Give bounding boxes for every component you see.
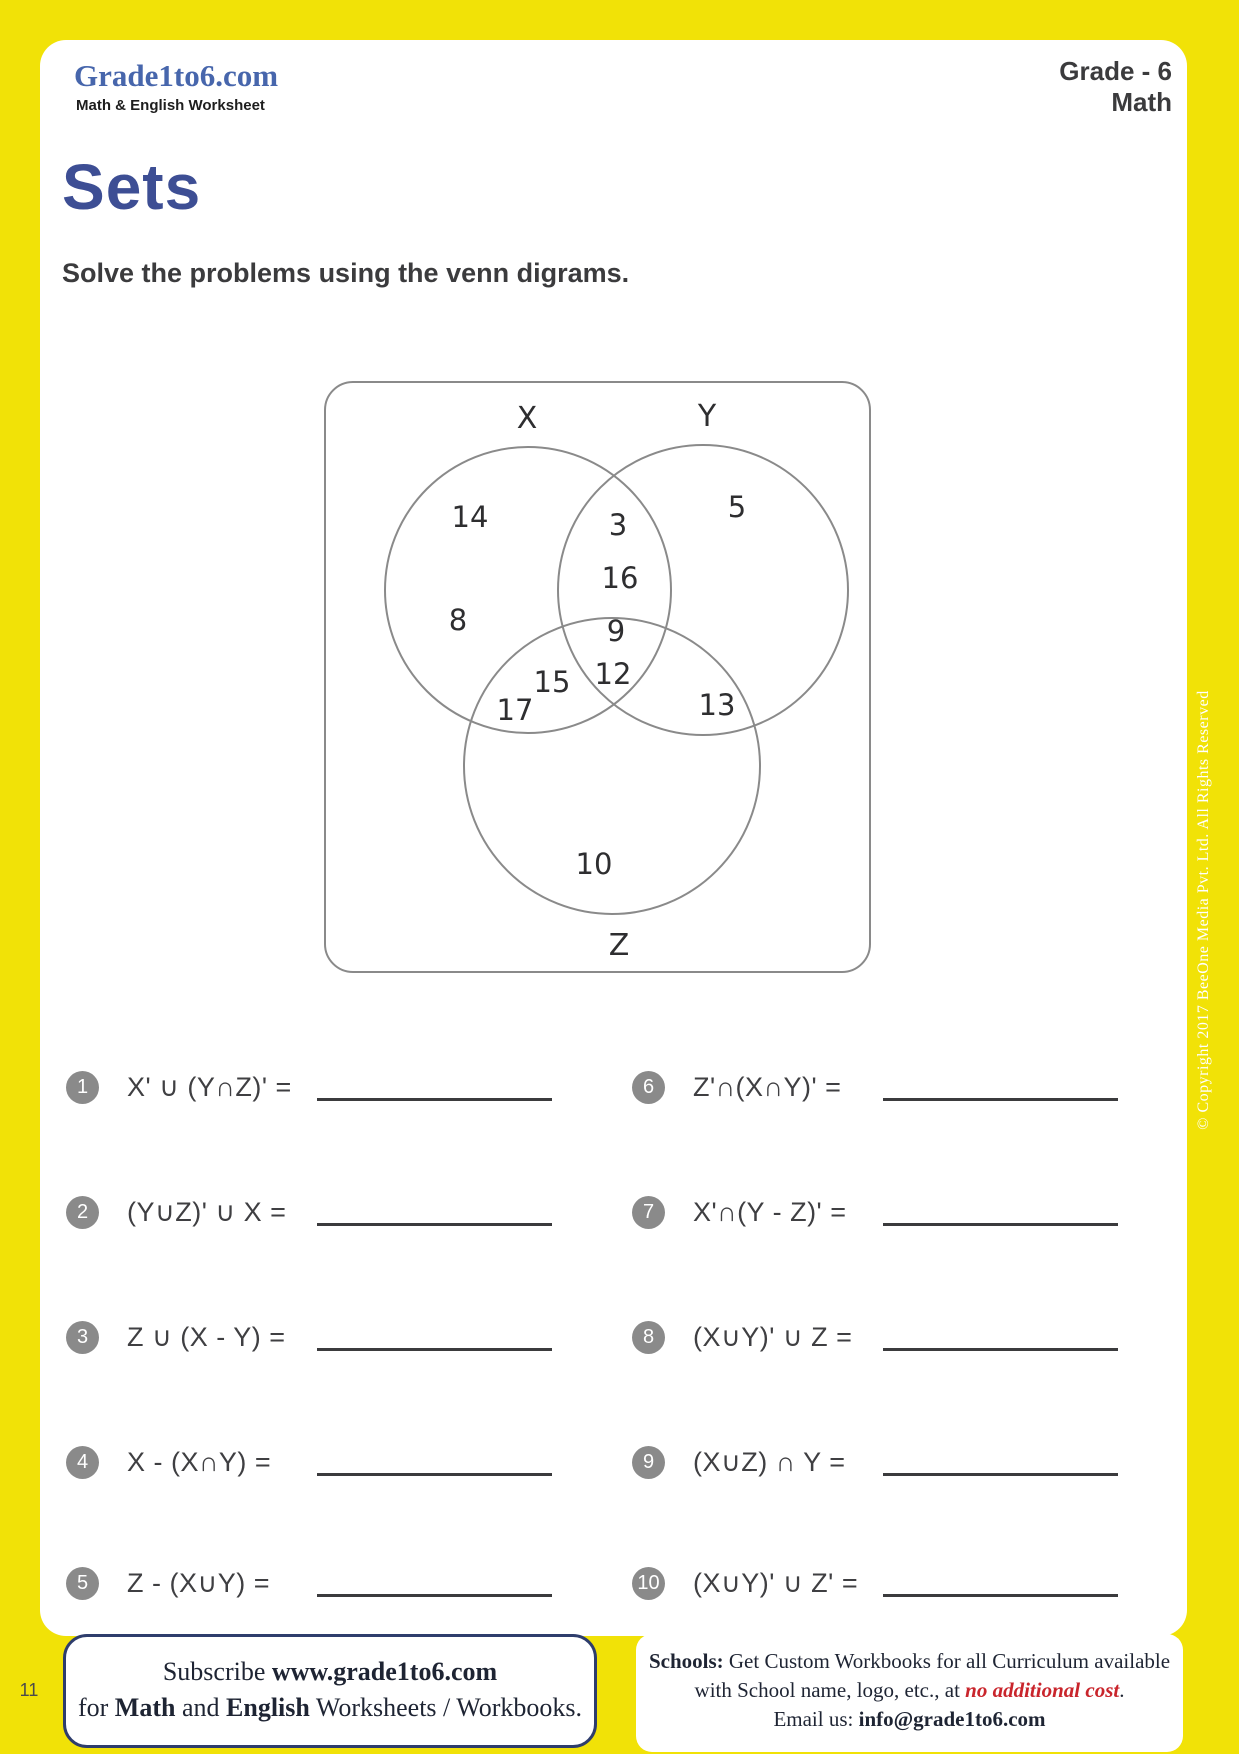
problem-row-10: [628, 1561, 1128, 1605]
problem-number-badge: 2: [66, 1196, 99, 1229]
subscribe-for: for: [77, 1693, 115, 1722]
venn-value-z-only: 10: [575, 847, 613, 881]
problem-row-5: [62, 1561, 562, 1605]
subscribe-line-2: [66, 1690, 594, 1726]
page-number: 11: [19, 1680, 39, 1700]
problem-row-4: [62, 1440, 562, 1484]
problem-number-badge: 10: [632, 1567, 665, 1600]
problem-number-badge: 3: [66, 1321, 99, 1354]
grade-label: Grade - 6: [1059, 56, 1172, 86]
problem-expression: (X∪Y)' ∪ Z' =: [693, 1567, 859, 1598]
problem-expression: X' ∪ (Y∩Z)' =: [127, 1071, 292, 1102]
answer-blank-line: [883, 1223, 1118, 1226]
problem-row-3: [62, 1315, 562, 1359]
answer-blank-line: [883, 1348, 1118, 1351]
subscribe-math: Math: [114, 1693, 176, 1722]
schools-line-3: [636, 1705, 1183, 1734]
email-label: Email us:: [773, 1707, 859, 1731]
problem-expression: (X∪Z) ∩ Y =: [693, 1446, 846, 1477]
problem-row-2: [62, 1190, 562, 1234]
schools-label: Schools:: [648, 1649, 724, 1673]
venn-value-xz-2: 17: [496, 693, 534, 727]
venn-value-yz-1: 13: [698, 688, 736, 722]
problem-number-badge: 9: [632, 1446, 665, 1479]
answer-blank-line: [317, 1473, 552, 1476]
schools-line-2: [636, 1676, 1183, 1705]
venn-set-label-x: X: [516, 401, 538, 436]
venn-value-xyz-2: 12: [594, 657, 632, 691]
schools-period: .: [1119, 1678, 1125, 1702]
site-tagline: Math & English Worksheet: [76, 97, 265, 114]
problem-number-badge: 7: [632, 1196, 665, 1229]
venn-diagram: [300, 365, 900, 985]
subscribe-english: English: [226, 1693, 310, 1722]
subscribe-line-1: [66, 1654, 594, 1690]
subscribe-box: [63, 1634, 597, 1748]
answer-blank-line: [317, 1348, 552, 1351]
problem-expression: Z'∩(X∩Y)' =: [693, 1071, 842, 1102]
problem-expression: (X∪Y)' ∪ Z =: [693, 1321, 853, 1352]
problem-expression: (Y∪Z)' ∪ X =: [127, 1196, 287, 1227]
venn-value-xyz-1: 9: [606, 614, 626, 648]
answer-blank-line: [317, 1594, 552, 1597]
schools-text-2: with School name, logo, etc., at: [694, 1678, 966, 1702]
schools-box: [636, 1634, 1183, 1752]
problem-number-badge: 8: [632, 1321, 665, 1354]
schools-line-1: [636, 1647, 1183, 1676]
venn-set-label-y: Y: [697, 399, 717, 434]
problem-number-badge: 6: [632, 1071, 665, 1104]
venn-value-x-only-2: 8: [448, 603, 468, 637]
copyright-vertical-text: © Copyright 2017 BeeOne Media Pvt. Ltd. All Rights Reserved: [1195, 690, 1212, 1130]
subscribe-url: www.grade1to6.com: [271, 1657, 498, 1686]
answer-blank-line: [317, 1098, 552, 1101]
problem-expression: Z ∪ (X - Y) =: [127, 1321, 286, 1352]
venn-value-x-only-1: 14: [451, 500, 489, 534]
answer-blank-line: [883, 1594, 1118, 1597]
venn-value-xy-1: 3: [608, 508, 628, 542]
no-additional-cost-text: no additional cost: [965, 1678, 1120, 1702]
problem-row-1: [62, 1065, 562, 1109]
subscribe-text: Subscribe: [162, 1657, 272, 1686]
problem-row-7: [628, 1190, 1128, 1234]
answer-blank-line: [317, 1223, 552, 1226]
problem-number-badge: 1: [66, 1071, 99, 1104]
subscribe-worksheets: Worksheets / Workbooks.: [309, 1693, 583, 1722]
email-address: info@grade1to6.com: [858, 1707, 1046, 1731]
problem-expression: X - (X∩Y) =: [127, 1446, 272, 1477]
problem-number-badge: 4: [66, 1446, 99, 1479]
site-logo: Grade1to6.com: [74, 58, 279, 93]
venn-value-y-only: 5: [727, 490, 747, 524]
answer-blank-line: [883, 1473, 1118, 1476]
page-title: Sets: [62, 151, 202, 223]
venn-value-xy-2: 16: [601, 561, 639, 595]
venn-set-label-z: Z: [608, 928, 630, 963]
subject-label: Math: [1111, 87, 1172, 117]
problem-expression: Z - (X∪Y) =: [127, 1567, 271, 1598]
problem-row-6: [628, 1065, 1128, 1109]
problem-row-9: [628, 1440, 1128, 1484]
problem-expression: X'∩(Y - Z)' =: [693, 1196, 847, 1227]
problem-row-8: [628, 1315, 1128, 1359]
grade-subject-block: [1059, 56, 1172, 118]
instruction-text: Solve the problems using the venn digrams.: [62, 258, 630, 288]
venn-value-xz-1: 15: [533, 665, 571, 699]
problem-number-badge: 5: [66, 1567, 99, 1600]
subscribe-and: and: [175, 1693, 227, 1722]
answer-blank-line: [883, 1098, 1118, 1101]
schools-text: Get Custom Workbooks for all Curriculum available: [723, 1649, 1171, 1673]
